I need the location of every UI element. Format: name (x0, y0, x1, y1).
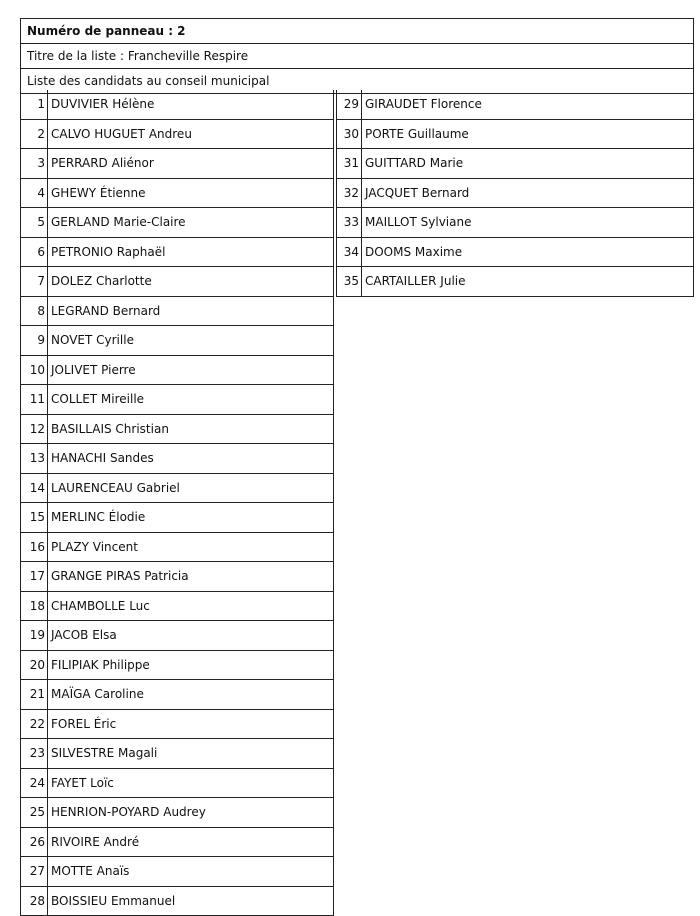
candidate-name: MAÏGA Caroline (48, 680, 144, 709)
candidate-row (21, 208, 333, 238)
candidate-number: 14 (21, 474, 48, 503)
candidate-row (21, 798, 333, 828)
candidate-number: 32 (337, 179, 362, 208)
candidate-number: 16 (21, 533, 48, 562)
candidate-number: 13 (21, 444, 48, 473)
candidate-name: MAILLOT Sylviane (362, 208, 471, 237)
candidate-row (21, 651, 333, 681)
candidate-name: RIVOIRE André (48, 828, 139, 857)
candidate-number: 7 (21, 267, 48, 296)
candidate-row (21, 385, 333, 415)
candidate-name: MERLINC Élodie (48, 503, 145, 532)
candidates-column-left (20, 90, 334, 916)
candidate-name: GIRAUDET Florence (362, 90, 482, 119)
candidate-row (337, 120, 693, 150)
candidate-row (21, 769, 333, 799)
candidate-name: JACQUET Bernard (362, 179, 469, 208)
candidate-number: 6 (21, 238, 48, 267)
candidate-name: COLLET Mireille (48, 385, 144, 414)
candidate-number: 8 (21, 297, 48, 326)
candidate-number: 4 (21, 179, 48, 208)
candidate-name: FOREL Éric (48, 710, 116, 739)
candidate-number: 23 (21, 739, 48, 768)
candidate-name: DOLEZ Charlotte (48, 267, 152, 296)
candidate-number: 17 (21, 562, 48, 591)
candidate-row (21, 562, 333, 592)
candidate-name: BOISSIEU Emmanuel (48, 887, 175, 916)
candidate-name: PLAZY Vincent (48, 533, 138, 562)
candidate-name: FILIPIAK Philippe (48, 651, 150, 680)
candidate-row (21, 503, 333, 533)
candidate-name: NOVET Cyrille (48, 326, 134, 355)
candidate-name: PERRARD Aliénor (48, 149, 154, 178)
list-title: Titre de la liste : Francheville Respire (21, 44, 693, 69)
candidate-number: 3 (21, 149, 48, 178)
candidate-name: CALVO HUGUET Andreu (48, 120, 192, 149)
candidate-number: 33 (337, 208, 362, 237)
candidate-row (21, 828, 333, 858)
candidate-row (21, 238, 333, 268)
candidate-number: 29 (337, 90, 362, 119)
candidate-name: JACOB Elsa (48, 621, 117, 650)
candidate-row (337, 238, 693, 268)
candidate-row (21, 621, 333, 651)
candidate-row (21, 149, 333, 179)
candidate-name: LAURENCEAU Gabriel (48, 474, 180, 503)
candidate-name: LEGRAND Bernard (48, 297, 160, 326)
candidate-name: PETRONIO Raphaël (48, 238, 165, 267)
candidate-row (337, 90, 693, 120)
panel-number: Numéro de panneau : 2 (21, 19, 693, 44)
candidate-row (21, 444, 333, 474)
candidate-number: 22 (21, 710, 48, 739)
candidate-name: SILVESTRE Magali (48, 739, 157, 768)
candidate-row (21, 415, 333, 445)
candidate-number: 19 (21, 621, 48, 650)
candidate-row (21, 356, 333, 386)
candidate-number: 2 (21, 120, 48, 149)
candidate-number: 5 (21, 208, 48, 237)
candidate-name: HANACHI Sandes (48, 444, 154, 473)
candidate-number: 11 (21, 385, 48, 414)
candidate-row (21, 326, 333, 356)
candidate-row (21, 857, 333, 887)
candidate-name: BASILLAIS Christian (48, 415, 169, 444)
candidate-number: 31 (337, 149, 362, 178)
candidate-row (337, 208, 693, 238)
candidate-number: 15 (21, 503, 48, 532)
candidate-name: HENRION-POYARD Audrey (48, 798, 206, 827)
candidate-row (21, 710, 333, 740)
candidate-name: CHAMBOLLE Luc (48, 592, 150, 621)
candidate-row (21, 887, 333, 916)
candidate-number: 25 (21, 798, 48, 827)
candidate-row (21, 680, 333, 710)
candidate-row (21, 592, 333, 622)
candidate-row (337, 149, 693, 179)
candidate-name: GRANGE PIRAS Patricia (48, 562, 189, 591)
candidate-number: 35 (337, 267, 362, 296)
candidate-name: DOOMS Maxime (362, 238, 462, 267)
candidates-heading: Liste des candidats au conseil municipal (21, 69, 693, 94)
candidate-name: DUVIVIER Hélène (48, 90, 154, 119)
candidate-name: CARTAILLER Julie (362, 267, 466, 296)
candidates-column-right (336, 90, 694, 297)
candidate-number: 26 (21, 828, 48, 857)
candidate-number: 28 (21, 887, 48, 916)
candidate-row (21, 120, 333, 150)
candidate-name: GUITTARD Marie (362, 149, 463, 178)
candidate-number: 34 (337, 238, 362, 267)
candidate-number: 12 (21, 415, 48, 444)
candidate-row (21, 533, 333, 563)
candidate-row (21, 739, 333, 769)
candidate-row (337, 267, 693, 297)
candidate-name: FAYET Loïc (48, 769, 114, 798)
candidate-number: 27 (21, 857, 48, 886)
candidate-row (21, 267, 333, 297)
candidate-name: PORTE Guillaume (362, 120, 469, 149)
candidate-number: 18 (21, 592, 48, 621)
candidate-number: 30 (337, 120, 362, 149)
candidate-name: GERLAND Marie-Claire (48, 208, 186, 237)
candidate-row (21, 179, 333, 209)
header-box (20, 18, 694, 94)
candidate-row (21, 474, 333, 504)
candidate-name: MOTTE Anaïs (48, 857, 129, 886)
candidate-number: 9 (21, 326, 48, 355)
candidate-number: 21 (21, 680, 48, 709)
candidate-row (337, 179, 693, 209)
candidate-number: 10 (21, 356, 48, 385)
candidate-number: 1 (21, 90, 48, 119)
candidate-name: GHEWY Étienne (48, 179, 146, 208)
candidate-name: JOLIVET Pierre (48, 356, 136, 385)
candidate-row (21, 297, 333, 327)
candidate-number: 24 (21, 769, 48, 798)
candidate-number: 20 (21, 651, 48, 680)
candidate-row (21, 90, 333, 120)
